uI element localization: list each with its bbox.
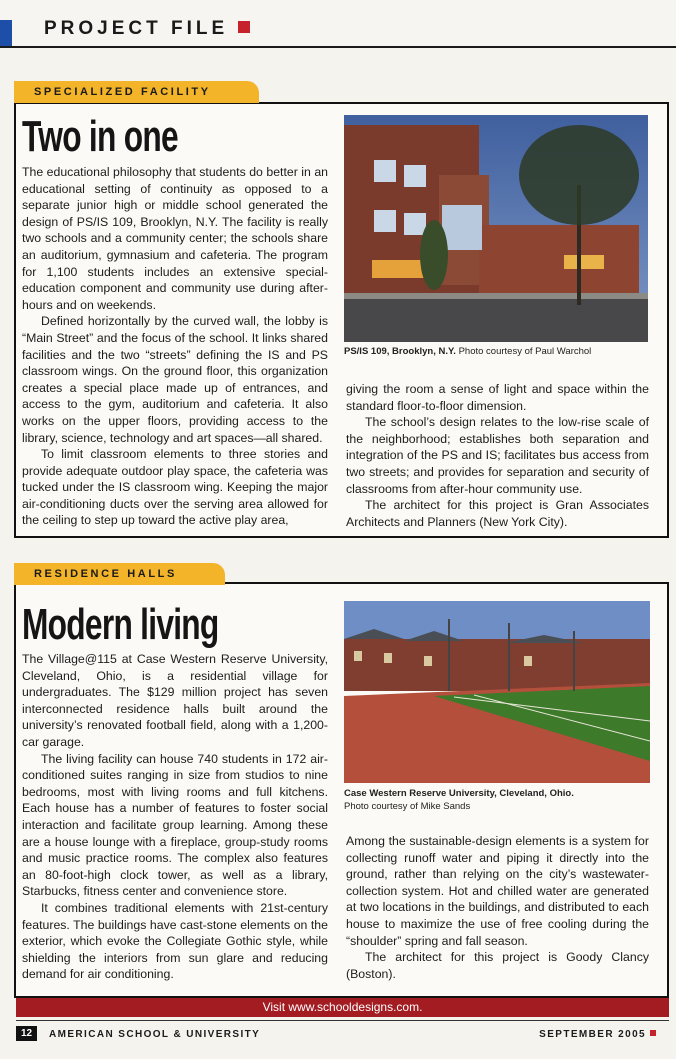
section-title: PROJECT FILE: [44, 18, 250, 40]
page-header: [0, 0, 676, 48]
article-body-left: [22, 651, 328, 983]
paragraph: To limit classroom elements to three stories and provide adequate outdoor play space, the cafeteria was tucked under the IS classroom wing. Keeping the major air-conditioning ducts over the serving area allowed for the ceiling to step up toward the active play area,: [22, 447, 328, 528]
photo-caption: Case Western Reserve University, Cleveland, Ohio. Photo courtesy of Mike Sands: [344, 788, 574, 812]
paragraph: It combines traditional elements with 21st-century features. The buildings have cast-stone elements on the exterior, which evoke the Collegiate Gothic style, while shielding the interiors from sun glare and reducing demand for air conditioning.: [22, 900, 328, 982]
red-square-icon: [650, 1030, 656, 1036]
website-link[interactable]: Visit www.schooldesigns.com.: [16, 998, 669, 1017]
article-body-left: [22, 164, 328, 529]
article-body-right: [346, 833, 649, 982]
category-tag: RESIDENCE HALLS: [14, 563, 225, 585]
paragraph: The Village@115 at Case Western Reserve University, Cleveland, Ohio, is a residential village for undergraduates. The $129 million project has seven interconnected residence halls built around the university’s renovated football field, along with a 1,200-car garage.: [22, 652, 328, 749]
paragraph: The school’s design relates to the low-rise scale of the neighborhood; establishes both separation and integration of the PS and IS; facilitates bus access from two streets; and provides for separation and security of classrooms from after-hour community use.: [346, 415, 649, 496]
paragraph: The living facility can house 740 students in 172 air-conditioned suites ranging in size from studios to nine bedrooms, most with living rooms and full kitchens. Each house has a number of features to foster social interaction and facilitate group learning. Among these are a house lounge with a fireplace, group-study rooms and music practice rooms. The complex also features an 80-foot-high clock tower, as well as a library, Starbucks, fitness center and convenience store.: [22, 751, 328, 899]
campus-field-image: [344, 601, 650, 783]
category-tag: SPECIALIZED FACILITY: [14, 81, 259, 103]
issue-date: SEPTEMBER 2005: [539, 1029, 656, 1040]
header-accent: [0, 20, 12, 46]
paragraph: The educational philosophy that students do better in an educational setting of continuity as opposed to a separate junior high or middle school generated the design of PS/IS 109, Brooklyn, N.Y. The facility is really two schools and a community center; the schools share an auditorium, gymnasium and cafeteria. The program for 1,100 students includes an extensive special-education component and community use during after-hours and on weekends.: [22, 165, 328, 312]
article-headline: Two in one: [22, 112, 178, 161]
page-number: 12: [16, 1026, 37, 1041]
article-body-right: [346, 381, 649, 530]
photo-caption: PS/IS 109, Brooklyn, N.Y. Photo courtesy of Paul Warchol: [344, 346, 592, 357]
photo-case-western: [344, 601, 650, 783]
page-footer: [16, 1026, 666, 1044]
publication-name: AMERICAN SCHOOL & UNIVERSITY: [49, 1029, 261, 1040]
school-building-image: [344, 115, 648, 342]
photo-ps-is-109: [344, 115, 648, 342]
red-square-icon: [238, 21, 250, 33]
paragraph: The architect for this project is Goody Clancy (Boston).: [346, 950, 649, 981]
article-headline: Modern living: [22, 600, 219, 649]
footer-divider: [16, 1020, 669, 1021]
paragraph: giving the room a sense of light and space within the standard floor-to-floor dimension.: [346, 382, 649, 413]
paragraph: The architect for this project is Gran Associates Architects and Planners (New York City).: [346, 498, 649, 529]
paragraph: Defined horizontally by the curved wall, the lobby is “Main Street” and the focus of the school. It links shared facilities and the two “streets” defining the IS and PS classroom wings. On the ground floor, this organization creates a special place made up of entrances, and access to the gym, auditorium and cafeteria. It also works on the upper floors, providing access to the library, science, technology and art spaces—all shared.: [22, 314, 328, 445]
paragraph: Among the sustainable-design elements is a system for collecting runoff water and piping it directly into the ground, rather than relying on the city’s wastewater-collection system. Hot and chilled water are generated at two locations in the buildings, and distributed to each house to maximize the use of free cooling during the “shoulder” spring and fall season.: [346, 834, 649, 948]
